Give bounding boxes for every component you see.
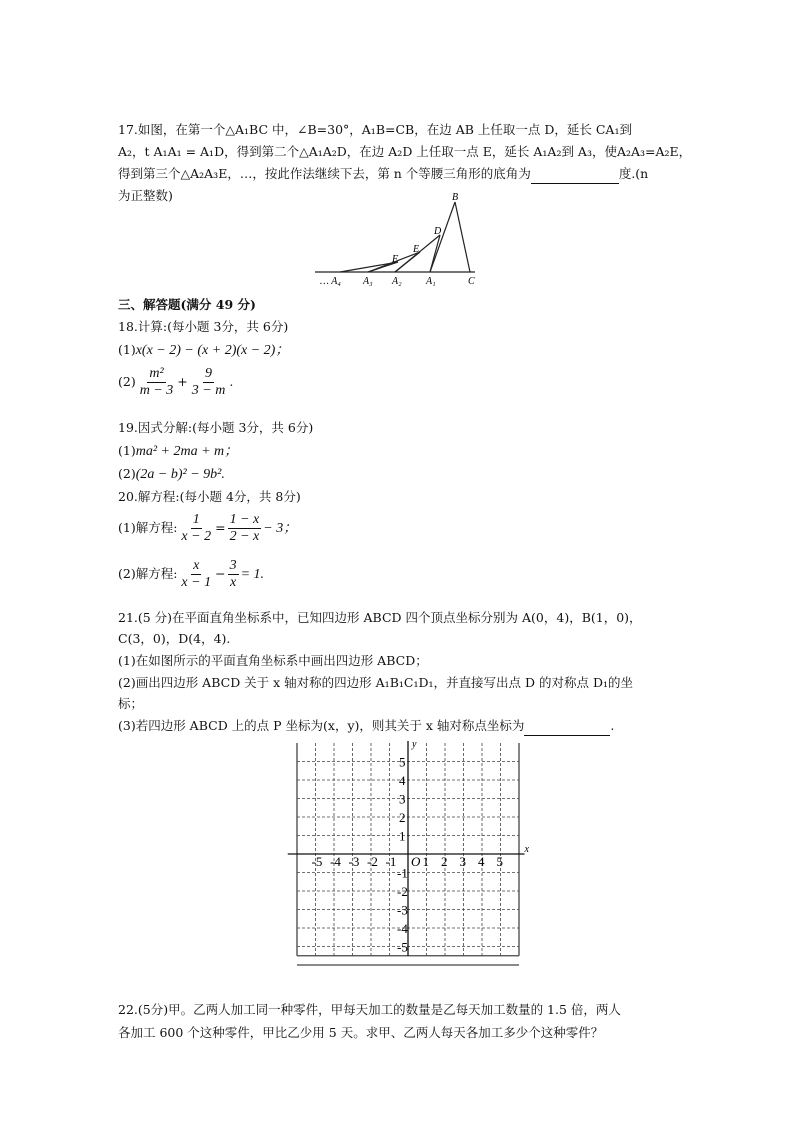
q21-line4: (2)画出四边形 ABCD 关于 x 轴对称的四边形 A₁B₁C₁D₁，并直接写出点 D 的对称点 D₁的坐 [118, 675, 633, 690]
x-tick-label: -1 [385, 854, 397, 869]
section-3-heading: 三、解答题(满分 49 分) [118, 297, 256, 312]
x-tick-label: -3 [348, 854, 360, 869]
y-tick-label: -5 [397, 939, 408, 955]
q17-line3b: 度.(n [618, 166, 649, 181]
q17-answer-blank [531, 183, 619, 184]
origin-label: O [411, 854, 421, 869]
x-axis-label: x [524, 844, 530, 855]
q21-line1: 21.(5 分)在平面直角坐标系中，已知四边形 ABCD 四个顶点坐标分别为 A(0，4)，B(1，0)， [118, 610, 642, 625]
label-D: D [434, 226, 442, 237]
equals: = [215, 520, 226, 535]
q17-line1: 17.如图，在第一个△A₁BC 中，∠B=30°，A₁B=CB，在边 AB 上任取一点 D，延长 CA₁到 [118, 122, 632, 137]
operator: − [215, 566, 226, 581]
q22-line1: 22.(5分)甲。乙两人加工同一种零件，甲每天加工的数量是乙每天加工数量的 1.5 倍，两人 [118, 1002, 621, 1017]
label-B: B [452, 192, 459, 203]
x-tick-label: -5 [311, 854, 323, 869]
q19-part2 [118, 464, 225, 485]
q18-p1-label: (1) [118, 342, 136, 357]
numerator: x [193, 558, 200, 573]
label-F: F [392, 254, 399, 265]
x-tick-label: 5 [496, 854, 503, 869]
q19-p1-expr: ma² + 2ma + m； [135, 444, 239, 459]
y-tick-label: 5 [399, 754, 406, 770]
q21-answer-blank [524, 735, 610, 736]
period: . [229, 374, 234, 389]
y-axis-label: y [412, 739, 417, 750]
q18-part2 [118, 366, 233, 399]
operator: + [177, 374, 188, 389]
numerator: 1 [192, 512, 200, 527]
q20-p2-end: = 1. [240, 567, 265, 582]
q17-line3a: 得到第三个△A₂A₃E，…，按此作法继续下去，第 n 个等腰三角形的底角为 [118, 166, 531, 181]
y-tick-label: 2 [399, 810, 406, 825]
x-tick-label: -4 [330, 854, 341, 869]
denominator: x − 1 [181, 575, 212, 590]
label-A3: A₃ [363, 276, 373, 287]
period: . [610, 718, 615, 733]
q18-p2-label: (2) [118, 374, 136, 389]
label-E: E [413, 244, 420, 255]
y-tick-label: 3 [399, 791, 406, 807]
q20-title: 20.解方程:(每小题 4分，共 8分) [118, 489, 301, 504]
denominator: x [229, 575, 237, 590]
x-tick-label: -2 [367, 854, 378, 869]
q17-line4: 为正整数) [118, 188, 173, 203]
denominator: 3 − m [191, 383, 226, 398]
label-A4: … A₄ [320, 276, 341, 287]
y-tick-label: -2 [397, 884, 408, 899]
q18-p1-expr: x(x − 2) − (x + 2)(x − 2)； [135, 343, 290, 358]
y-tick-label: -4 [397, 921, 408, 936]
q20-part1 [118, 512, 297, 545]
q17-triangle-figure [310, 190, 485, 290]
denominator: x − 2 [181, 529, 212, 544]
denominator: m − 3 [139, 383, 174, 398]
numerator: 1 − x [229, 512, 260, 527]
q21-line6-text: (3)若四边形 ABCD 上的点 P 坐标为(x，y)，则其关于 x 轴对称点坐标为 [118, 718, 525, 733]
y-tick-label: -1 [397, 865, 408, 881]
q21-line6 [118, 716, 614, 736]
q21-line2: C(3，0)，D(4，4). [118, 631, 231, 646]
numerator: 3 [229, 558, 237, 573]
y-tick-label: 1 [399, 828, 406, 844]
q19-part1 [118, 441, 238, 462]
q19-title: 19.因式分解:(每小题 3分，共 6分) [118, 420, 314, 435]
coordinate-grid [288, 739, 530, 955]
q21-line5: 标； [118, 696, 144, 711]
label-C: C [468, 276, 475, 287]
numerator: 9 [205, 366, 213, 381]
x-tick-label: 3 [459, 854, 466, 869]
q18-title: 18.计算:(每小题 3分，共 6分) [118, 319, 289, 334]
label-A2: A₂ [392, 276, 402, 287]
q20-p1-end: − 3； [263, 521, 298, 536]
x-tick-label: 1 [422, 854, 429, 869]
q19-p2-expr: (2a − b)² − 9b². [135, 467, 225, 482]
numerator: m² [149, 366, 164, 381]
denominator: 2 − x [229, 529, 260, 544]
q20-p2-label: (2)解方程: [118, 566, 178, 581]
q19-p2-label: (2) [118, 466, 136, 481]
x-tick-label: 2 [441, 854, 448, 869]
q22-line2: 各加工 600 个这种零件，甲比乙少用 5 天。求甲、乙两人每天各加工多少个这种零件？ [118, 1025, 604, 1040]
q17-line3 [118, 164, 648, 184]
y-tick-label: -3 [397, 902, 408, 918]
q21-line3: (1)在如图所示的平面直角坐标系中画出四边形 ABCD； [118, 653, 428, 668]
q20-p1-label: (1)解方程: [118, 520, 178, 535]
q20-part2 [118, 558, 264, 591]
q17-line2: A₂，t A₁A₁ = A₁D，得到第二个△A₁A₂D，在边 A₂D 上任取一点 E，延长 A₁A₂到 A₃，使A₂A₃=A₂E， [118, 144, 692, 159]
y-tick-label: 4 [399, 773, 406, 788]
x-tick-label: 4 [478, 854, 485, 869]
q19-p1-label: (1) [118, 443, 136, 458]
label-A1: A₁ [426, 276, 436, 287]
q18-part1 [118, 340, 289, 361]
